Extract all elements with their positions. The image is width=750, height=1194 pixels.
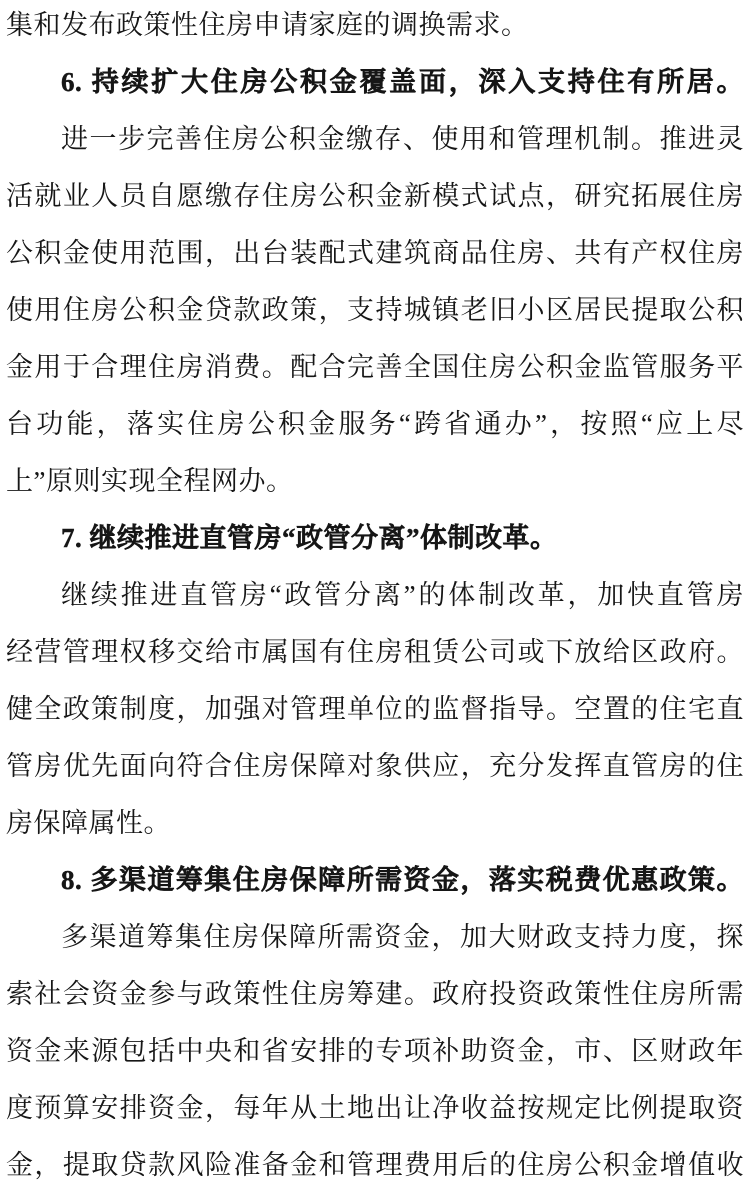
document-line: 使用住房公积金贷款政策，支持城镇老旧小区居民提取公积 bbox=[6, 295, 744, 325]
document-line: 健全政策制度，加强对管理单位的监督指导。空置的住宅直 bbox=[6, 694, 744, 724]
document-text-area bbox=[6, 0, 744, 1194]
document-line: 经营管理权移交给市属国有住房租赁公司或下放给区政府。 bbox=[6, 637, 744, 667]
document-line: 金用于合理住房消费。配合完善全国住房公积金监管服务平 bbox=[6, 352, 744, 382]
document-line: 上”原则实现全程网办。 bbox=[6, 466, 294, 496]
section-heading: 7. 继续推进直管房“政管分离”体制改革。 bbox=[61, 523, 558, 553]
section-heading: 8. 多渠道筹集住房保障所需资金，落实税费优惠政策。 bbox=[61, 865, 744, 895]
document-line: 公积金使用范围，出台装配式建筑商品住房、共有产权住房 bbox=[6, 238, 744, 268]
document-line: 集和发布政策性住房申请家庭的调换需求。 bbox=[6, 10, 529, 40]
document-line: 活就业人员自愿缴存住房公积金新模式试点，研究拓展住房 bbox=[6, 181, 744, 211]
document-line: 索社会资金参与政策性住房筹建。政府投资政策性住房所需 bbox=[6, 979, 744, 1009]
document-line: 多渠道筹集住房保障所需资金，加大财政支持力度，探 bbox=[61, 922, 744, 952]
document-line: 进一步完善住房公积金缴存、使用和管理机制。推进灵 bbox=[61, 124, 744, 154]
document-line: 管房优先面向符合住房保障对象供应，充分发挥直管房的住 bbox=[6, 751, 744, 781]
document-line: 房保障属性。 bbox=[6, 808, 171, 838]
document-line: 金，提取贷款风险准备金和管理费用后的住房公积金增值收 bbox=[6, 1150, 744, 1180]
document-line: 度预算安排资金，每年从土地出让净收益按规定比例提取资 bbox=[6, 1093, 744, 1123]
document-line: 继续推进直管房“政管分离”的体制改革，加快直管房 bbox=[61, 580, 744, 610]
document-line: 资金来源包括中央和省安排的专项补助资金，市、区财政年 bbox=[6, 1036, 744, 1066]
document-line: 台功能，落实住房公积金服务“跨省通办”，按照“应上尽 bbox=[6, 409, 744, 439]
section-heading: 6. 持续扩大住房公积金覆盖面，深入支持住有所居。 bbox=[61, 67, 744, 97]
